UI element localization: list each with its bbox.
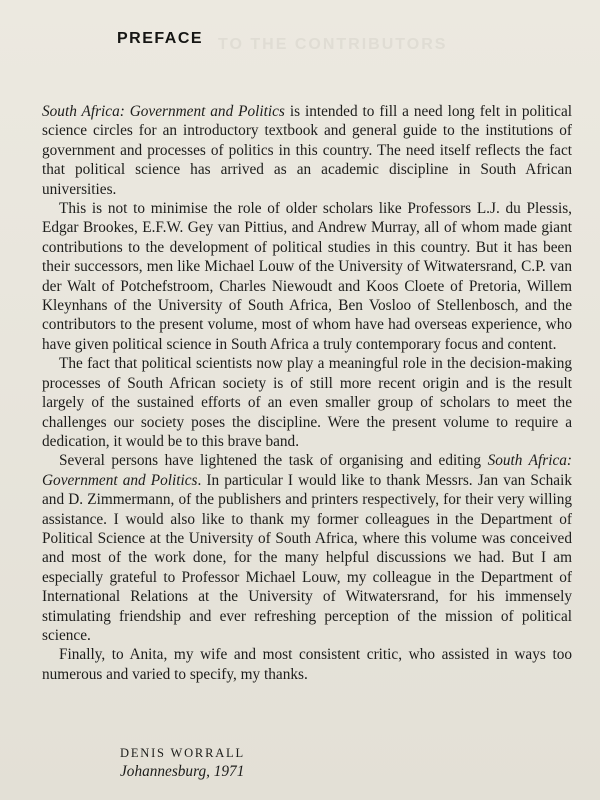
paragraph-5: Finally, to Anita, my wife and most consistent critic, who assisted in ways too numerous and varied to specify, my thanks. xyxy=(42,646,572,683)
preface-body xyxy=(42,102,572,684)
author-name: DENIS WORRALL xyxy=(120,746,245,760)
paragraph-1-text: is intended to fill a need long felt in political science circles for an introductory textbook and general guide to the institutions of government and processes of politics in this country. The need itself reflects the fact that political science has arrived as an academic discipline in South African universities. xyxy=(42,103,573,198)
place-date: Johannesburg, 1971 xyxy=(120,763,245,780)
paragraph-4-lead: Several persons have lightened the task of organising and editing xyxy=(59,452,488,470)
page-title: PREFACE xyxy=(117,30,204,47)
show-through-text: TO THE CONTRIBUTORS xyxy=(218,36,448,53)
book-title: South Africa: Government and Politics xyxy=(42,103,285,120)
paragraph-4-text: . In particular I would like to thank Messrs. Jan van Schaik and D. Zimmermann, of the publishers and printers respectively, for their very willing assistance. I would also like to thank my former colleagues in the Department of Political Science at the University of South Africa, where this volume was conceived and most of the work done, for the many helpful discussions we had. But I am especially grateful to Professor Michael Louw, my colleague in the Department of International Relations at the University of Witwatersrand, for his immensely stimulating friendship and ever refreshing perception of the mission of political science. xyxy=(42,471,572,644)
book-title: South Africa: Government and Politics xyxy=(42,452,572,489)
paragraph-2: This is not to minimise the role of older scholars like Professors L.J. du Plessis, Edgar Brookes, E.F.W. Gey van Pittius, and Andrew Murray, all of whom made giant contributions to the development of political studies in this country. But it has been their successors, men like Michael Louw of the University of Witwatersrand, C.P. van der Walt of Potchefstroom, Charles Niewoudt and Koos Cloete of Pretoria, Willem Kleynhans of the University of South Africa, Ben Vosloo of Stellenbosch, and the contributors to the present volume, most of whom have had overseas experience, who have given political science in South Africa a truly contemporary focus and content. xyxy=(42,200,572,353)
paragraph-4 xyxy=(42,451,572,645)
paragraph-1 xyxy=(42,102,572,199)
signature-block xyxy=(120,744,245,782)
paragraph-3: The fact that political scientists now play a meaningful role in the decision-making processes of South African society is of still more recent origin and is the result largely of the sustained efforts of an even smaller group of scholars to meet the challenges our society poses the discipline. Were the present volume to require a dedication, it would be to this brave band. xyxy=(42,355,572,450)
